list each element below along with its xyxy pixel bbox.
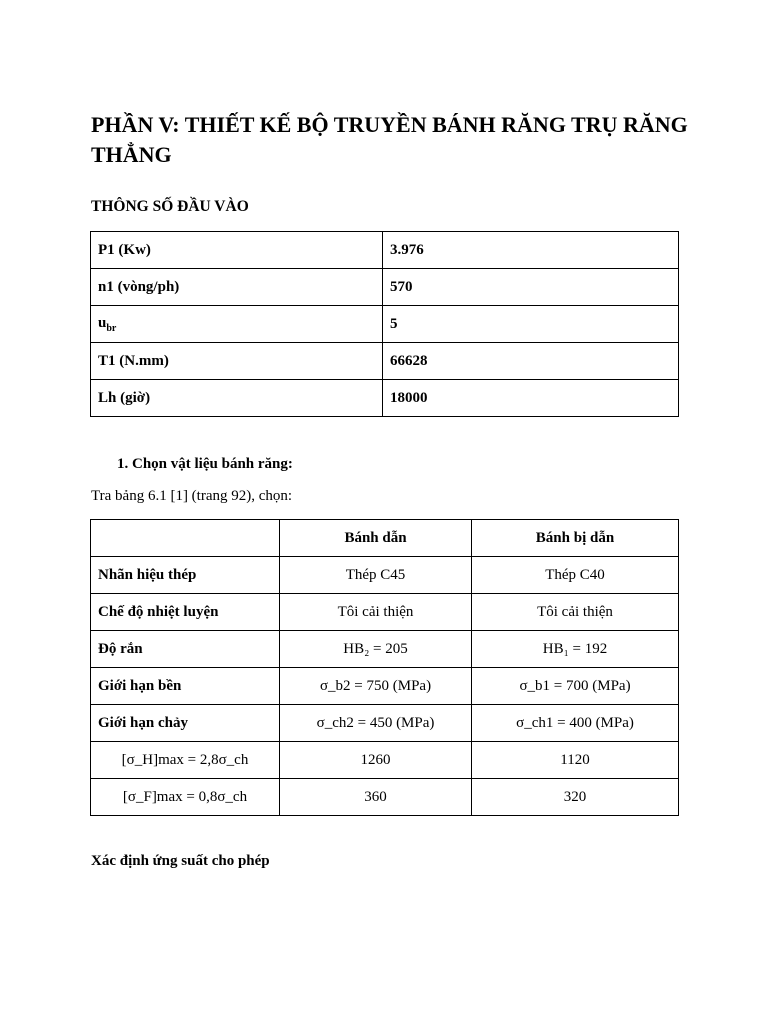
- driving-gear-value: 360: [280, 779, 472, 816]
- header-driven-gear: Bánh bị dẫn: [472, 520, 679, 557]
- row-label: Chế độ nhiệt luyện: [91, 594, 280, 631]
- table-row: [91, 380, 679, 417]
- driving-gear-value: 1260: [280, 742, 472, 779]
- param-label-main: u: [98, 314, 107, 331]
- header-driving-gear: Bánh dẫn: [280, 520, 472, 557]
- table-row: [91, 779, 679, 816]
- driving-gear-value: HB₂ = 205: [280, 631, 472, 668]
- param-label: Lh (giờ): [91, 380, 383, 417]
- table-row: [91, 557, 679, 594]
- row-label: [σ_H]max = 2,8σ_ch: [91, 742, 280, 779]
- material-table: [90, 519, 679, 816]
- table-row: [91, 306, 679, 343]
- param-value: 66628: [383, 343, 679, 380]
- row-label: Giới hạn bền: [91, 668, 280, 705]
- page-title: PHẦN V: THIẾT KẾ BỘ TRUYỀN BÁNH RĂNG TRỤ RĂNG THẲNG: [91, 112, 688, 167]
- param-value: 5: [383, 306, 679, 343]
- row-label: Giới hạn chảy: [91, 705, 280, 742]
- driving-gear-value: Thép C45: [280, 557, 472, 594]
- table-row: [91, 742, 679, 779]
- param-value: 570: [383, 269, 679, 306]
- material-section-heading: 1. Chọn vật liệu bánh răng:: [117, 456, 293, 472]
- table-row: [91, 631, 679, 668]
- table-row: [91, 269, 679, 306]
- row-label: [σ_F]max = 0,8σ_ch: [91, 779, 280, 816]
- table-row: [91, 668, 679, 705]
- driven-gear-value: Thép C40: [472, 557, 679, 594]
- row-label: Độ rắn: [91, 631, 280, 668]
- param-label: [91, 306, 383, 343]
- input-section-heading: THÔNG SỐ ĐẦU VÀO: [91, 198, 249, 215]
- driven-gear-value: Tôi cải thiện: [472, 594, 679, 631]
- input-parameters-table: [90, 231, 679, 417]
- driving-gear-value: σ_ch2 = 450 (MPa): [280, 705, 472, 742]
- table-row: [91, 594, 679, 631]
- param-label: T1 (N.mm): [91, 343, 383, 380]
- table-row: [91, 705, 679, 742]
- param-label: n1 (vòng/ph): [91, 269, 383, 306]
- driven-gear-value: 1120: [472, 742, 679, 779]
- driven-gear-value: σ_b1 = 700 (MPa): [472, 668, 679, 705]
- material-intro-text: Tra bảng 6.1 [1] (trang 92), chọn:: [91, 488, 293, 504]
- param-label: P1 (Kw): [91, 232, 383, 269]
- driven-gear-value: σ_ch1 = 400 (MPa): [472, 705, 679, 742]
- allowable-stress-heading: Xác định ứng suất cho phép: [91, 853, 270, 869]
- driving-gear-value: Tôi cải thiện: [280, 594, 472, 631]
- table-header-row: [91, 520, 679, 557]
- row-label: Nhãn hiệu thép: [91, 557, 280, 594]
- driven-gear-value: 320: [472, 779, 679, 816]
- driven-gear-value: HB₁ = 192: [472, 631, 679, 668]
- param-value: 18000: [383, 380, 679, 417]
- driving-gear-value: σ_b2 = 750 (MPa): [280, 668, 472, 705]
- header-empty: [91, 520, 280, 557]
- param-value: 3.976: [383, 232, 679, 269]
- param-label-subscript: br: [106, 322, 117, 334]
- table-row: [91, 232, 679, 269]
- table-row: [91, 343, 679, 380]
